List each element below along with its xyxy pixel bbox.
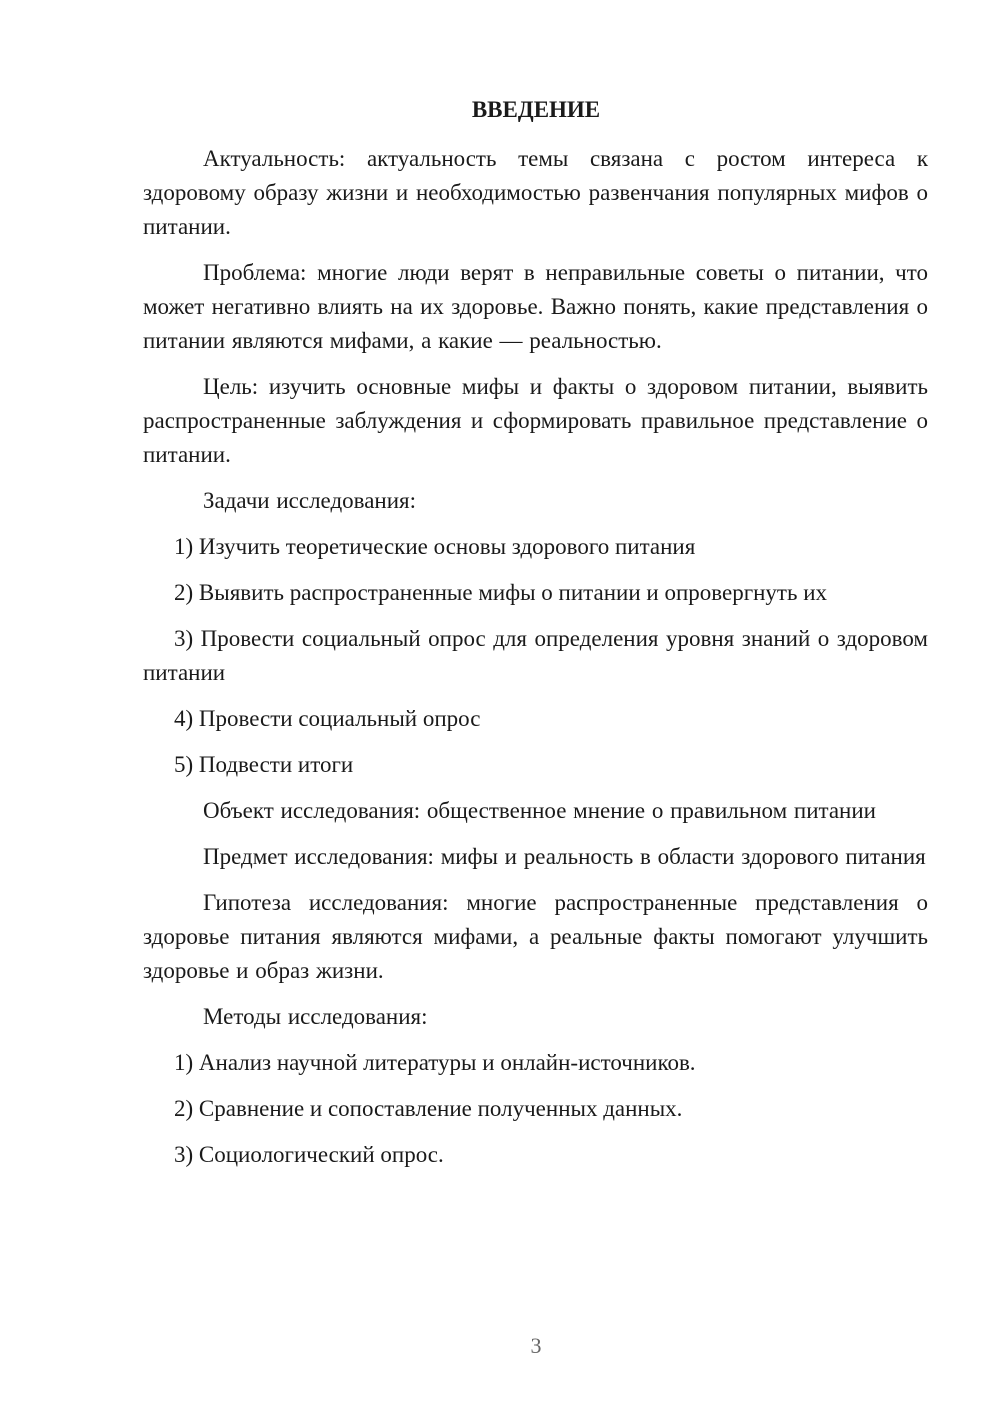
- task-item-2: 2) Выявить распространенные мифы о питании и опровергнуть их: [174, 580, 828, 605]
- document-body: [143, 142, 928, 1184]
- method-item-2: 2) Сравнение и сопоставление полученных данных.: [174, 1096, 683, 1121]
- object-paragraph: Объект исследования: общественное мнение о правильном питании: [203, 798, 876, 823]
- relevance-paragraph: Актуальность: актуальность темы связана с ростом интереса к здоровому образу жизни и необходимостью развенчания популярных мифов о питании.: [143, 146, 928, 239]
- subject-paragraph: Предмет исследования: мифы и реальность в области здорового питания: [203, 844, 926, 869]
- task-item-4: 4) Провести социальный опрос: [174, 706, 481, 731]
- hypothesis-paragraph: Гипотеза исследования: многие распространенные представления о здоровье питания являются мифами, а реальные факты помогают улучшить здоровье и образ жизни.: [143, 890, 928, 983]
- method-item-1: 1) Анализ научной литературы и онлайн-источников.: [174, 1050, 696, 1075]
- task-item-5: 5) Подвести итоги: [174, 752, 354, 777]
- goal-paragraph: Цель: изучить основные мифы и факты о здоровом питании, выявить распространенные заблуждения и сформировать правильное представление о питании.: [143, 374, 928, 467]
- tasks-heading: Задачи исследования:: [203, 488, 417, 513]
- page-number: 3: [530, 1333, 542, 1358]
- methods-heading: Методы исследования:: [203, 1004, 428, 1029]
- problem-paragraph: Проблема: многие люди верят в неправильные советы о питании, что может негативно влиять на их здоровье. Важно понять, какие представления о питании являются мифами, а какие — реальностью.: [143, 260, 928, 353]
- method-item-3: 3) Социологический опрос.: [174, 1142, 444, 1167]
- task-item-1: 1) Изучить теоретические основы здорового питания: [174, 534, 696, 559]
- document-title: ВВЕДЕНИЕ: [471, 97, 601, 122]
- task-item-3: 3) Провести социальный опрос для определения уровня знаний о здоровом питании: [143, 626, 928, 685]
